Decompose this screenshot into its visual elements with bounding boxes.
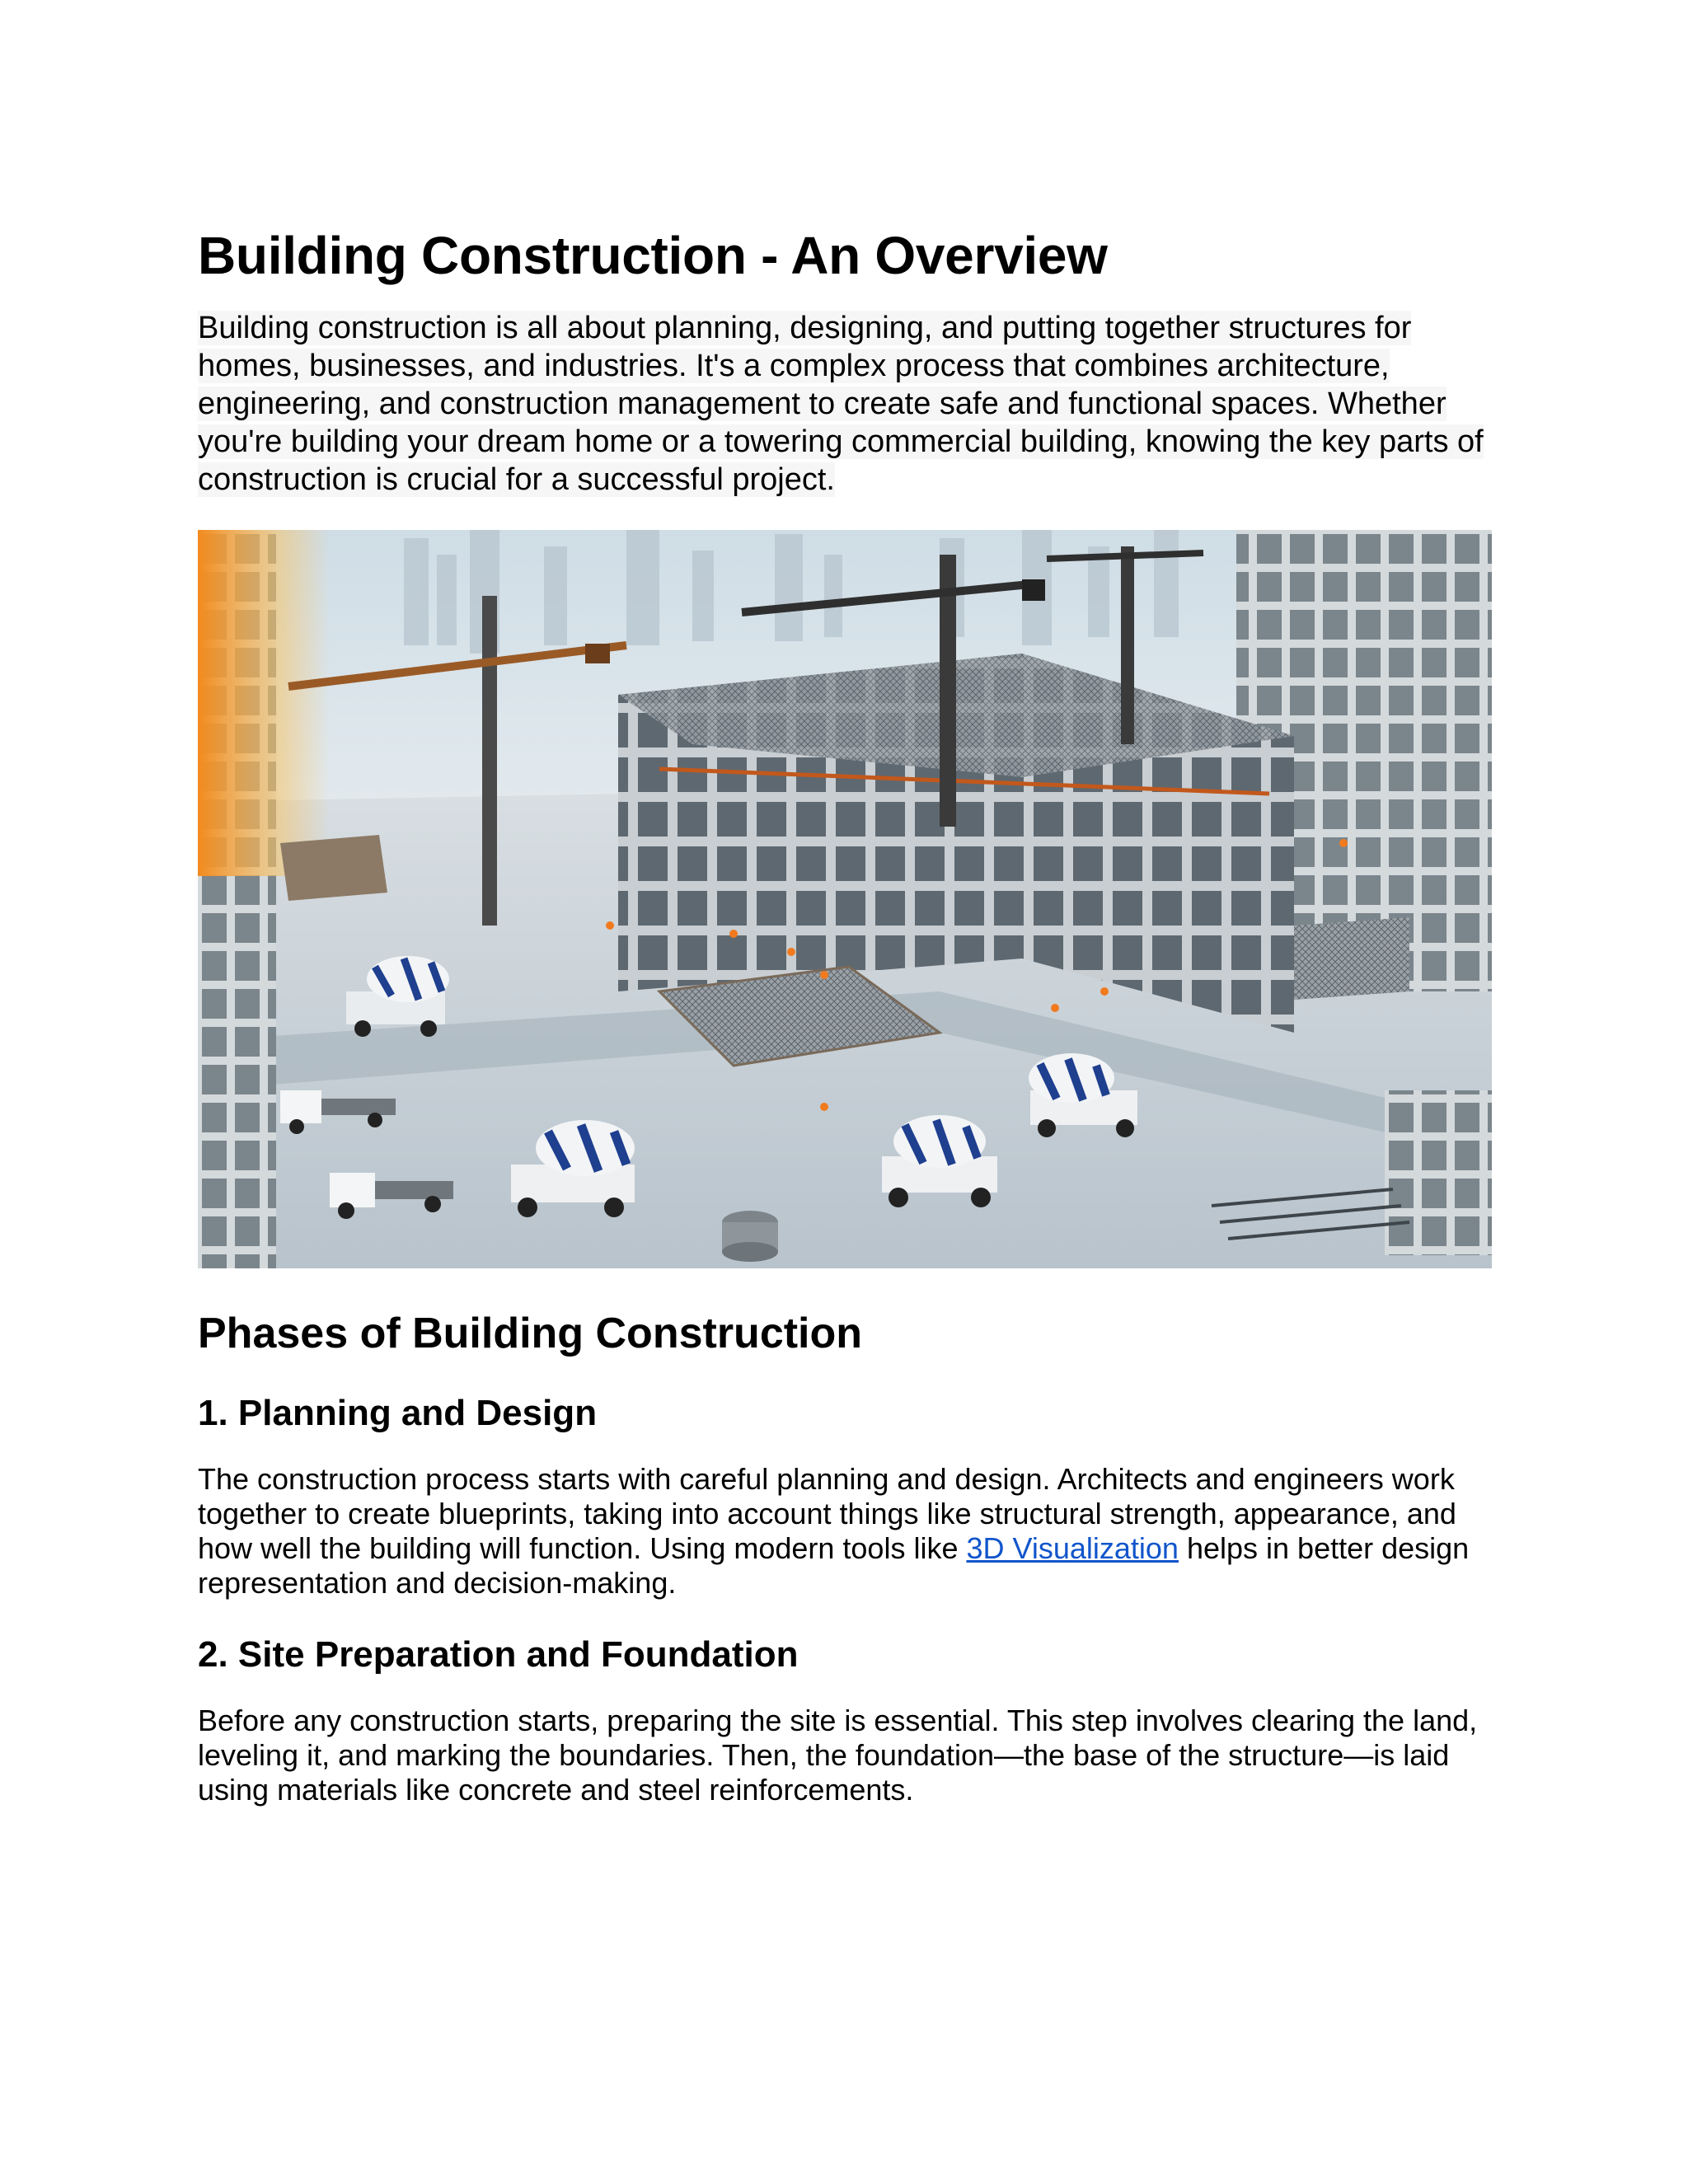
intro-paragraph-wrap (198, 309, 1492, 499)
document-body (198, 224, 1492, 1807)
formwork-right (1294, 917, 1409, 1000)
phase-1-body-text-end: helps in better design representation and decision-making. (198, 1530, 1470, 1600)
page-title: Building Construction - An Overview (198, 226, 1108, 285)
sunlight (198, 530, 330, 876)
phase-1-body (198, 1462, 1492, 1601)
intro-paragraph: Building construction is all about planning, designing, and putting together structures for homes, businesses, and industries. It's a complex process that combines architecture, engineering, and construction management to create safe and functional spaces. Whether you're building your dream home or a towering commercial building, knowing the key parts of construction is crucial for a successful project. (198, 310, 1484, 497)
formwork-left (280, 835, 387, 901)
foreground-building (1385, 1090, 1492, 1255)
phase-2-body: Before any construction starts, preparing the site is essential. This step involves clearing the land, leveling it, and marking the boundaries. Then, the foundation—the base of the structure—is laid using materials like concrete and steel reinforcements. (198, 1703, 1478, 1807)
section-title: Phases of Building Construction (198, 1309, 863, 1357)
3d-visualization-link[interactable]: 3D Visualization (966, 1530, 1179, 1565)
phase-2-title: 2. Site Preparation and Foundation (198, 1633, 799, 1675)
phase-1-body-text: The construction process starts with careful planning and design. Architects and engineers work together to create blueprints, taking into account things like structural strength, appearance, and how well the building will function. Using modern tools like (198, 1461, 1456, 1565)
construction-site-illustration (198, 530, 1492, 1268)
phase-1-title: 1. Planning and Design (198, 1393, 598, 1434)
